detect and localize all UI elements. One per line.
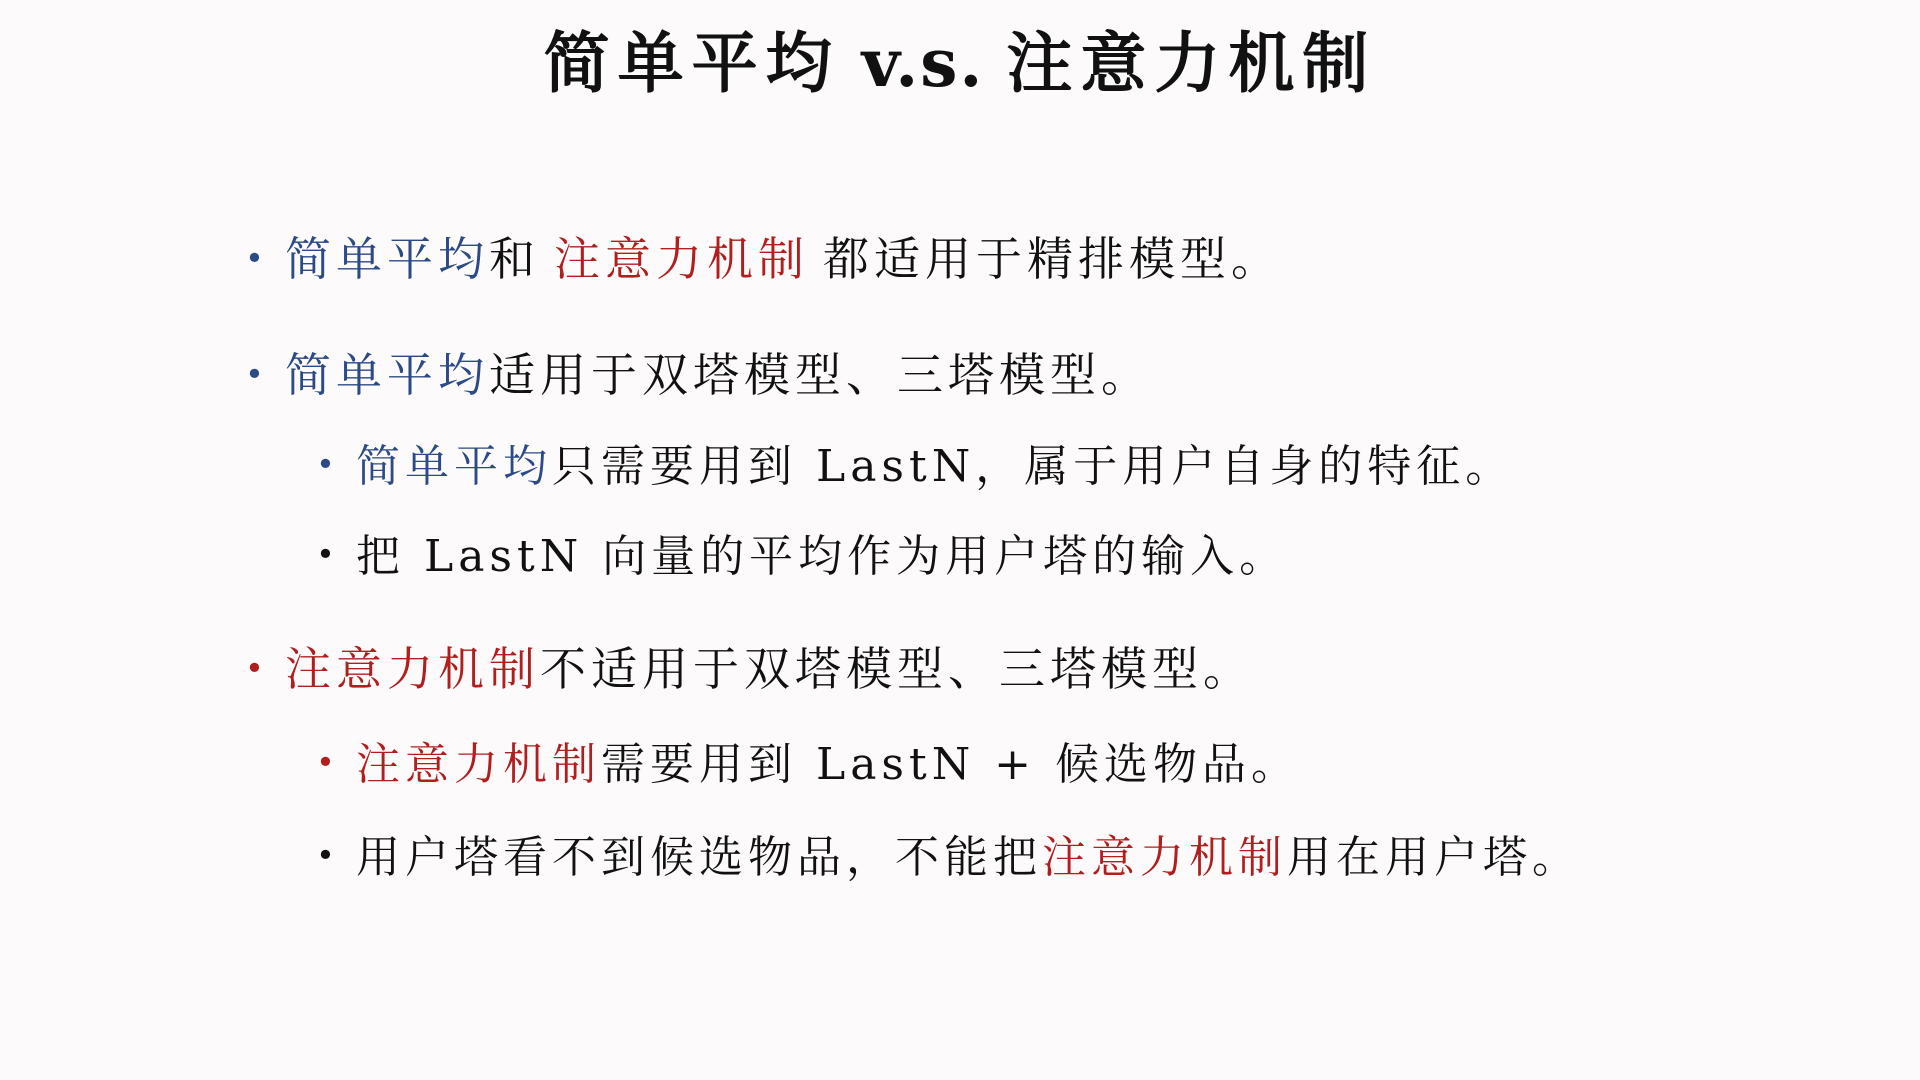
bullet-item <box>245 232 1282 286</box>
bullet-text: 需要用到 LastN + 候选物品。 <box>601 739 1301 790</box>
bullet-text: 用户塔看不到候选物品，不能把 <box>356 832 1042 883</box>
term-simple-average: 简单平均 <box>285 348 489 402</box>
term-attention: 注意力机制 <box>356 739 601 790</box>
term-attention: 注意力机制 <box>554 232 809 286</box>
term-attention: 注意力机制 <box>1042 832 1287 883</box>
bullet-dot: • <box>245 649 264 687</box>
bullet-dot: • <box>316 743 335 781</box>
term-simple-average: 简单平均 <box>285 232 489 286</box>
bullet-item <box>245 348 1152 402</box>
sub-bullet-item <box>316 739 1301 790</box>
title-attention: 注意力机制 <box>1006 24 1377 102</box>
bullet-dot: • <box>316 535 335 573</box>
term-simple-average: 简单平均 <box>356 441 552 492</box>
title-vs: v.s. <box>861 24 985 102</box>
bullet-dot: • <box>316 445 335 483</box>
bullet-text: 用在用户塔。 <box>1287 832 1581 883</box>
bullet-dot: • <box>245 355 264 393</box>
bullet-text: 把 LastN 向量的平均作为用户塔的输入。 <box>356 531 1289 582</box>
bullet-text: 适用于双塔模型、三塔模型。 <box>489 348 1152 402</box>
bullet-dot: • <box>316 836 335 874</box>
bullet-text: 不适用于双塔模型、三塔模型。 <box>540 642 1254 696</box>
term-attention: 注意力机制 <box>285 642 540 696</box>
bullet-dot: • <box>245 239 264 277</box>
sub-bullet-item <box>316 531 1289 582</box>
bullet-text: 和 <box>489 232 540 286</box>
sub-bullet-item <box>316 441 1515 492</box>
bullet-item <box>245 642 1254 696</box>
page-title <box>0 22 1920 104</box>
bullet-text: 都适用于精排模型。 <box>823 232 1282 286</box>
sub-bullet-item <box>316 832 1581 883</box>
bullet-text: 只需要用到 LastN，属于用户自身的特征。 <box>552 441 1515 492</box>
title-simple-average: 简单平均 <box>543 24 840 102</box>
